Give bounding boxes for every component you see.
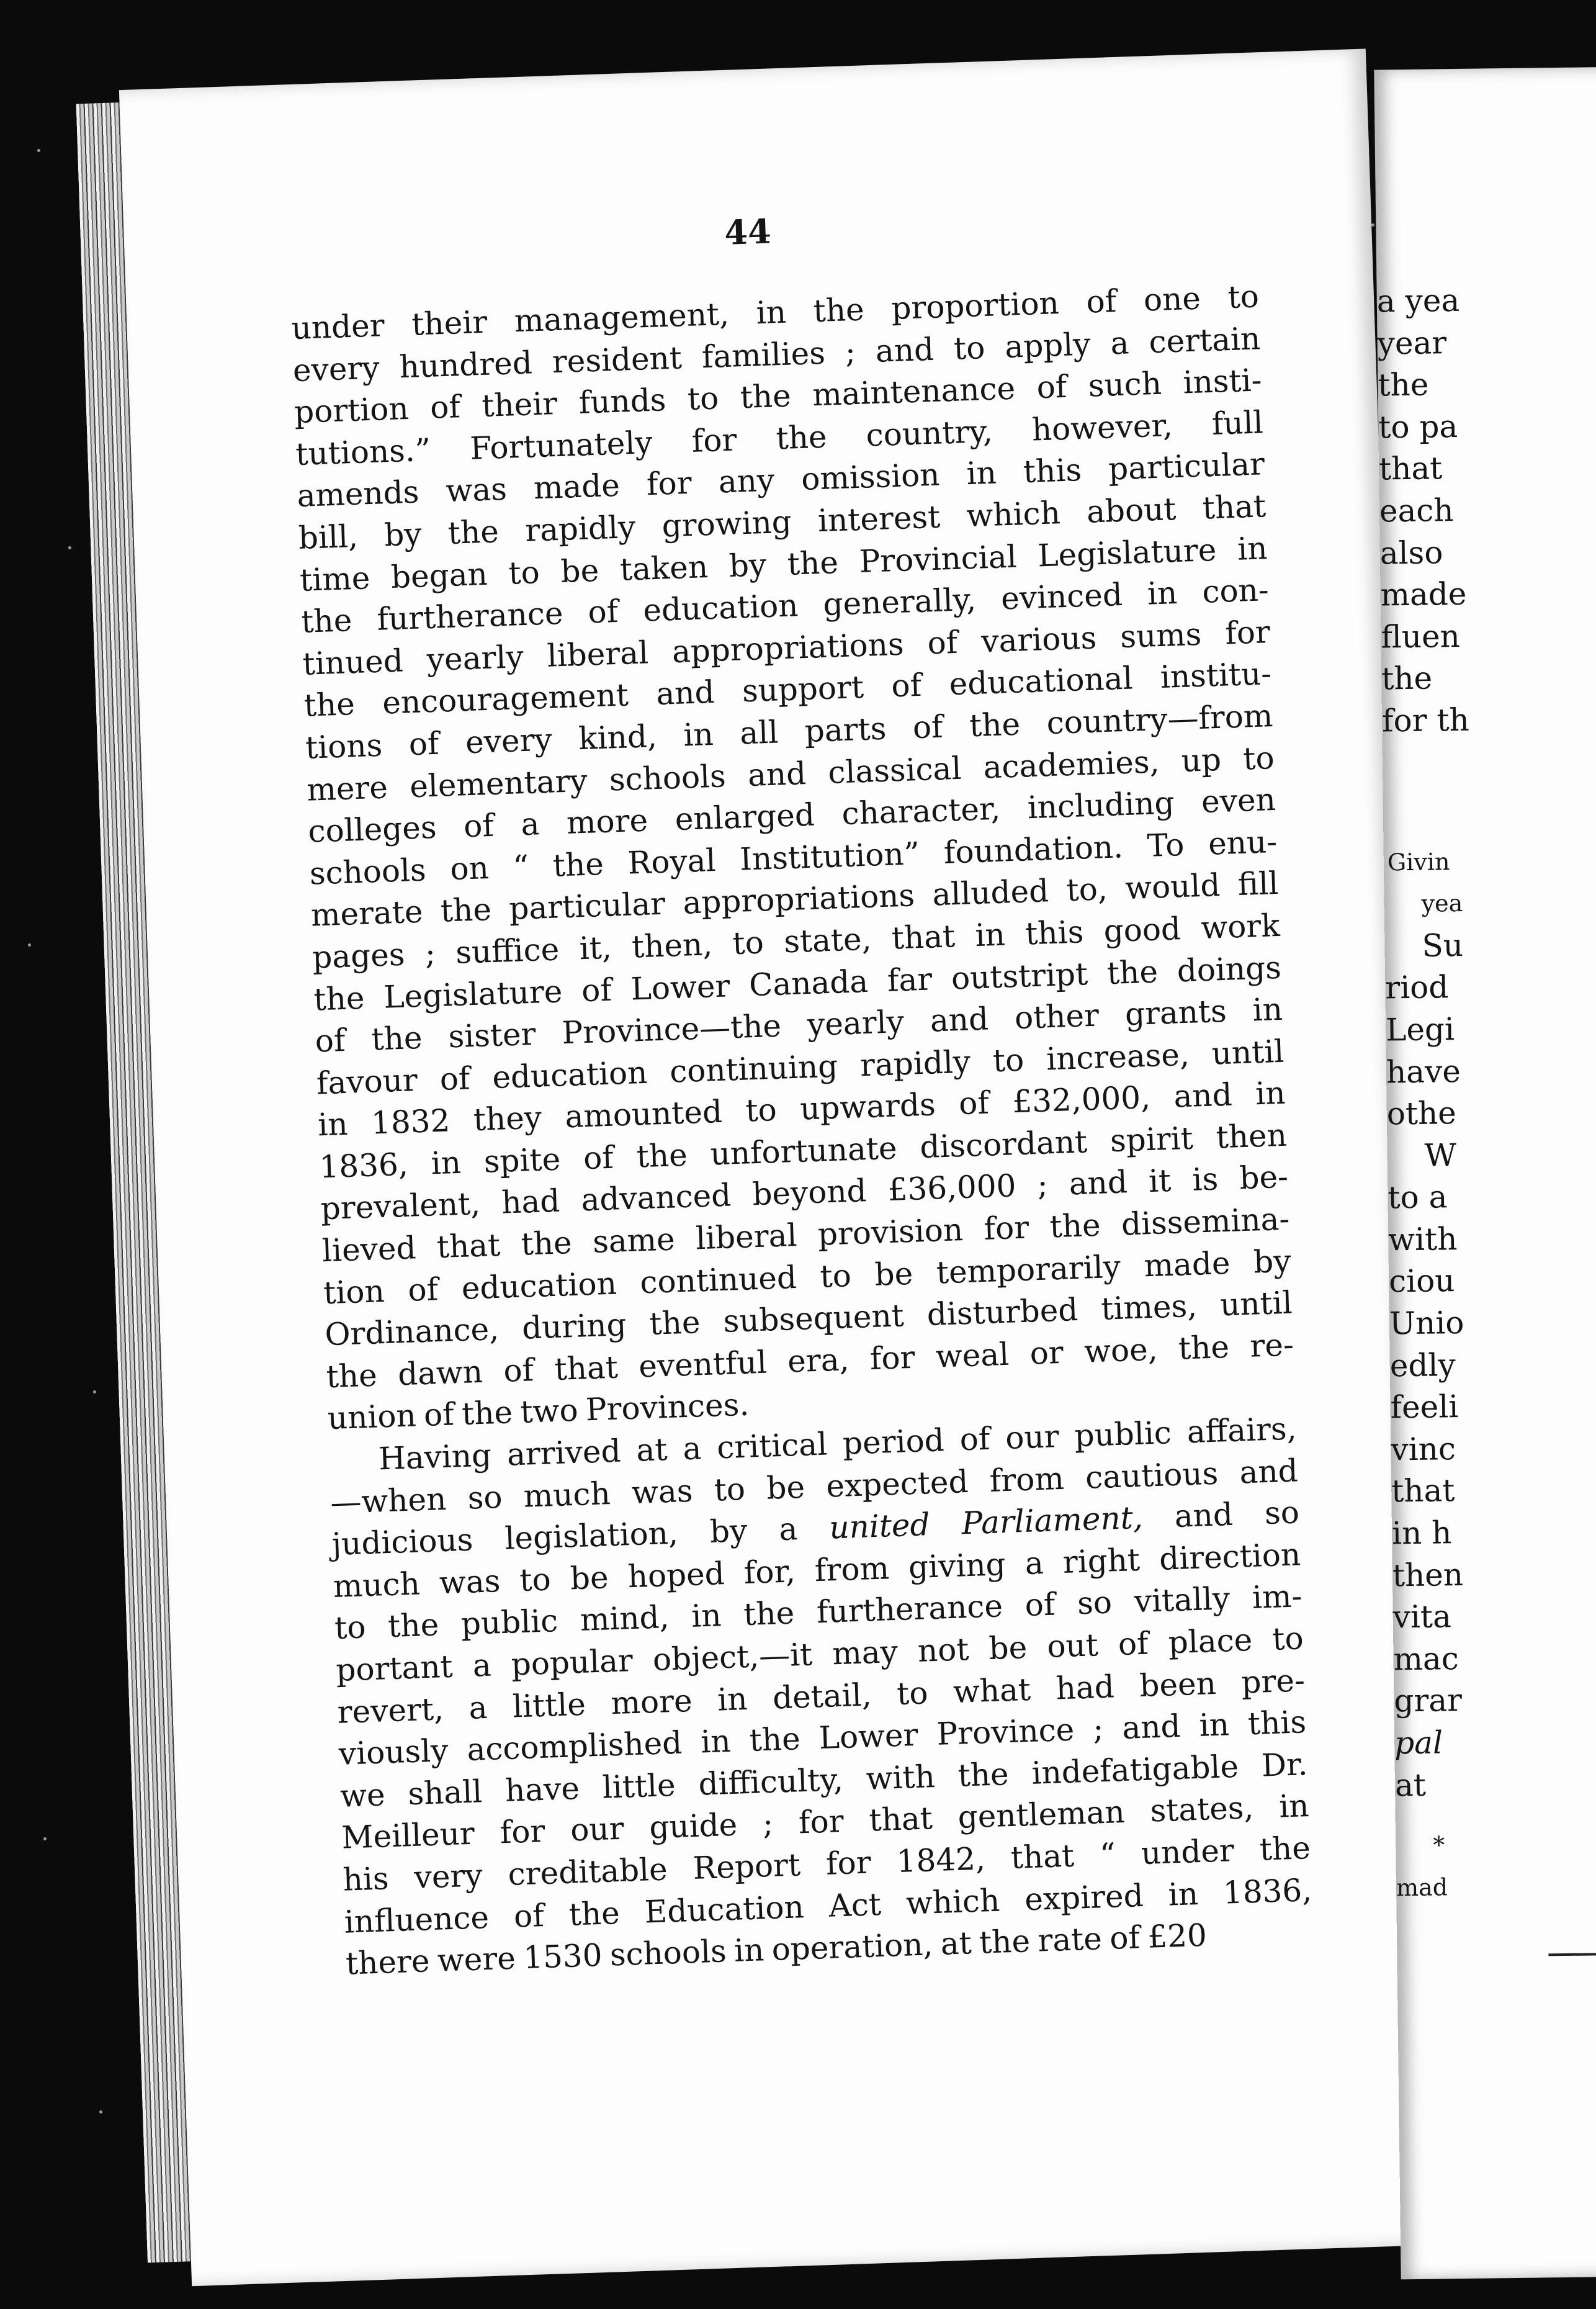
text-line: under their management, in the proportion of one to [290,278,1260,347]
text-line: union of the two Provinces. [327,1387,750,1437]
scan-speck [37,149,40,152]
right-page-fragment: mac [1393,1640,1459,1678]
right-page-fragment: each [1379,492,1454,529]
right-page-fragment: vinc [1391,1430,1456,1468]
text-line: tinued yearly liberal appropriations of various sums for [302,613,1271,682]
right-page-fragment: feeli [1390,1389,1459,1426]
text-line: every hundred resident families ; and to apply a certain [292,320,1262,389]
text-line: tutions.” Fortunately for the country, however, full [295,404,1264,472]
right-page-fragment: year [1377,324,1447,362]
text-line: Meilleur for our guide ; for that gentleman states, in [341,1788,1310,1857]
text-line: of the sister Province—the yearly and other grants in [314,991,1283,1060]
right-page-fragment: also [1379,534,1443,572]
text-line: the encouragement and support of educational institu- [303,655,1272,724]
right-page-fragment: for th [1381,701,1470,739]
right-page-fragment: Unio [1389,1305,1464,1342]
right-page-fragment: the [1378,366,1429,403]
footnote-rule [1548,1952,1596,1956]
text-line: in 1832 they amounted to upwards of £32,000, and in [317,1075,1286,1143]
scan-speck [93,1390,96,1393]
text-line: we shall have little difficulty, with the indefatigable Dr. [339,1745,1309,1814]
right-page-fragment: fluen [1381,618,1461,655]
right-page-fragment: Givin [1387,847,1450,876]
text-line: viously accomplished in the Lower Province ; and in this [338,1704,1307,1773]
text-line: lieved that the same liberal provision for the dissemina- [321,1200,1291,1269]
right-page-fragment: with [1388,1220,1458,1258]
text-line: portant a popular object,—it may not be out of place to [335,1620,1304,1688]
right-page-fragment: W [1424,1136,1457,1174]
text-line: much was to be hoped for, from giving a right direction [333,1536,1301,1605]
page-paper [119,48,1438,2286]
text-line: favour of education continuing rapidly to increase, until [316,1033,1285,1102]
text-line: the dawn of that eventful era, for weal or woe, the re- [325,1326,1294,1395]
text-line: bill, by the rapidly growing interest which about that [297,488,1266,556]
body-text [291,276,1314,1985]
right-page-fragment: that [1391,1472,1455,1510]
text-line: Having arrived at a critical period of our public affairs, [378,1410,1298,1477]
right-page-fragment: mad [1396,1873,1448,1902]
right-page-fragment: in h [1391,1515,1452,1552]
text-line: 1836, in spite of the unfortunate discordant spirit then [318,1117,1288,1186]
right-page-fragment: at [1394,1767,1427,1803]
text-line: to the public mind, in the furtherance of so vitally im- [334,1578,1303,1647]
text-line: time began to be taken by the Provincial Legislature in [299,529,1268,598]
right-page-fragment: made [1380,575,1467,613]
right-page-fragment: yea [1421,889,1463,917]
scan-speck [1371,223,1374,227]
text-line: merate the particular appropriations alluded to, would fill [310,865,1280,934]
page-number: 44 [724,211,772,253]
text-line: Ordinance, during the subsequent disturbed times, until [324,1284,1293,1353]
text-line: the Legislature of Lower Canada far outstript the doings [313,949,1282,1018]
right-page-fragment: have [1386,1053,1461,1090]
right-page-fragment: a yea [1376,282,1460,320]
text-line: influence of the Education Act which expired in 1836, [343,1871,1312,1940]
text-line: tion of education continued to be temporarily made by [323,1243,1292,1311]
text-line: colleges of a more enlarged character, including even [307,781,1276,850]
right-page-fragment: grar [1394,1682,1463,1719]
scan-speck [99,2110,102,2113]
right-page-fragment: edly [1389,1346,1456,1384]
right-page-fragment: then [1392,1556,1464,1594]
right-page-fragment: to a [1388,1179,1448,1216]
right-page-fragment: riod [1384,969,1449,1006]
text-line: prevalent, had advanced beyond £36,000 ; and it is be- [320,1159,1289,1227]
text-line: judicious legislation, by a united Parliament, and so [331,1494,1300,1563]
right-page-fragment: that [1378,450,1443,487]
text-line: pages ; suffice it, then, to state, that in this good work [312,907,1281,976]
text-line: the furtherance of education generally, evinced in con- [300,572,1270,641]
scan-speck [43,1837,47,1840]
right-page-fragment: othe [1386,1095,1457,1132]
scan-speck [68,546,71,549]
scan-speck [28,943,31,947]
text-line: mere elementary schools and classical academies, up to [306,739,1275,808]
text-line: tions of every kind, in all parts of the country—from [305,697,1274,766]
right-page-fragment: to pa [1378,408,1458,446]
left-page [76,48,1438,2287]
right-page-fragment: Su [1422,927,1464,964]
right-page-fragment: ciou [1388,1263,1455,1300]
right-page-fragment: pal [1394,1724,1443,1762]
text-line: amends was made for any omission in this particular [296,446,1265,515]
right-page-fragment: Legi [1385,1011,1455,1048]
right-page [1374,67,1596,2280]
text-line: —when so much was to be expected from cautious and [330,1452,1299,1521]
text-line: schools on “ the Royal Institution” foundation. To enu- [308,823,1278,892]
text-line: revert, a little more in detail, to what had been pre- [336,1662,1306,1731]
text-line: there were 1530 schools in operation, at the rate of £20 [345,1917,1208,1982]
text-line: portion of their funds to the maintenance of such insti- [294,362,1263,431]
right-page-fragment: the [1381,660,1433,697]
text-line: his very creditable Report for 1842, that “ under the [342,1830,1311,1898]
right-page-fragment: * [1432,1831,1445,1859]
right-page-fragment: vita [1392,1598,1452,1636]
